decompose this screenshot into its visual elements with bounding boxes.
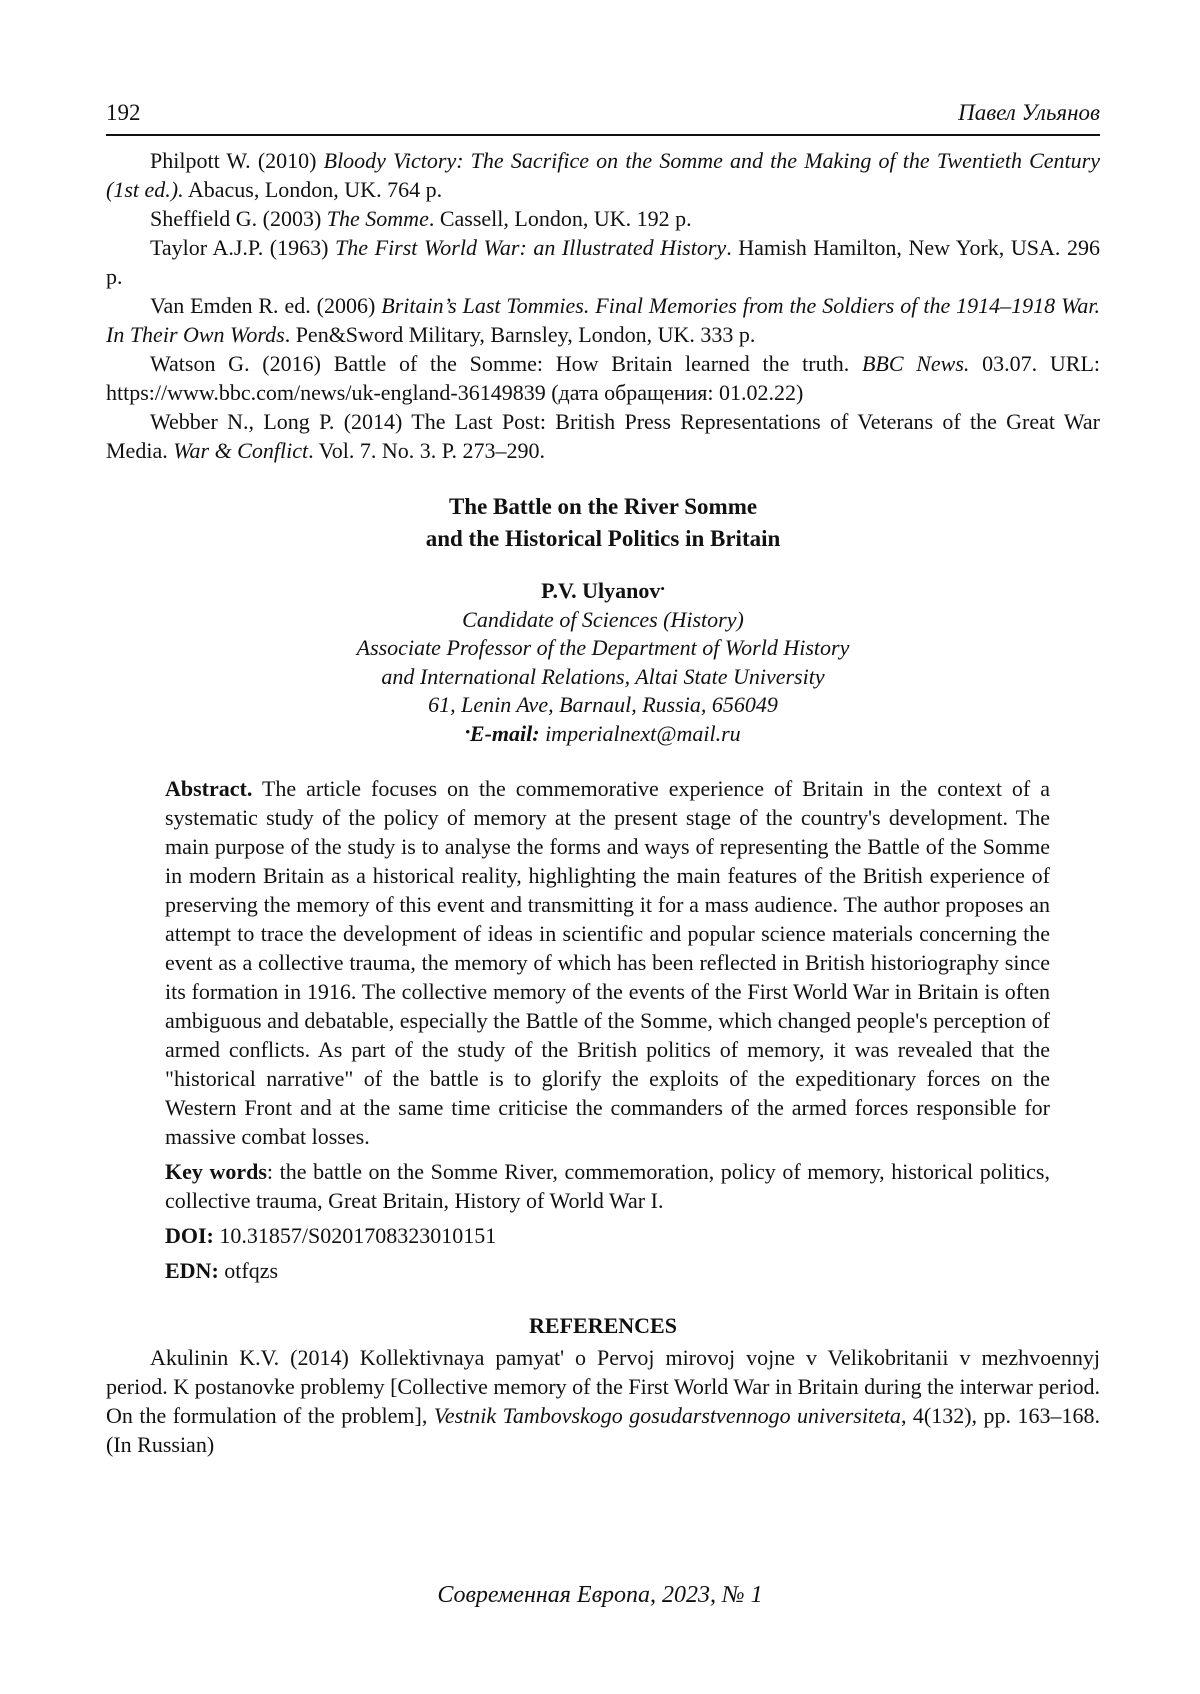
- reference-item: Van Emden R. ed. (2006) Britain’s Last Tommies. Final Memories from the Soldiers of the 1914–1918 War. In Their Own Words. Pen&Sword Military, Barnsley, London, UK. 333 p.: [106, 293, 1100, 347]
- reference-item: Taylor A.J.P. (1963) The First World War: an Illustrated History. Hamish Hamilton, New York, USA. 296 p.: [106, 235, 1100, 289]
- author-block: [106, 577, 1100, 748]
- reference-item: Philpott W. (2010) Bloody Victory: The Sacrifice on the Somme and the Making of the Twentieth Century (1st ed.). Abacus, London, UK. 764 p.: [106, 148, 1100, 202]
- page: [106, 100, 1100, 1459]
- author-position-2: and International Relations, Altai State University: [381, 663, 825, 689]
- author-address: 61, Lenin Ave, Barnaul, Russia, 656049: [428, 692, 778, 717]
- author-degree: Candidate of Sciences (History): [462, 606, 744, 632]
- running-head: [106, 100, 1100, 136]
- footnote-mark: •: [660, 581, 665, 596]
- abstract-text: Abstract. The article focuses on the commemorative experience of Britain in the context of a systematic study of the policy of memory at the present stage of the country's development. The main purpose of the study is to analyse the forms and ways of representing the Battle of the Somme in modern Britain as a historical reality, highlighting the main features of the British experience of preserving the memory of this event and transmitting it for a mass audience. The author proposes an attempt to trace the development of ideas in scientific and popular science materials concerning the event as a collective trauma, the memory of which has been reflected in British historiography since its formation in 1916. The collective memory of the events of the First World War in Britain is often ambiguous and debatable, especially the Battle of the Somme, which changed people's perception of armed conflicts. As part of the study of the British politics of memory, it was revealed that the "historical narrative" of the battle is to glorify the exploits of the expeditionary forces on the Western Front and at the same time criticise the commanders of the armed forces responsible for massive combat losses.: [165, 776, 1050, 1149]
- title-line-1: The Battle on the River Somme: [448, 494, 758, 519]
- email-link[interactable]: imperialnext@mail.ru: [545, 720, 741, 746]
- references-heading: REFERENCES: [529, 1313, 677, 1338]
- reference-item: Sheffield G. (2003) The Somme. Cassell, London, UK. 192 p.: [150, 206, 692, 231]
- journal-footer: Современная Европа, 2023, № 1: [437, 1582, 763, 1608]
- reference-item: Watson G. (2016) Battle of the Somme: How Britain learned the truth. BBC News. 03.07. URL: https://www.bbc.com/news/uk-england-36149839 (дата обращения: 01.02.22): [106, 351, 1100, 405]
- article-title: [106, 491, 1100, 555]
- keywords: Key words: the battle on the Somme River, commemoration, policy of memory, historical politics, collective trauma, Great Britain, History of World War I.: [165, 1159, 1050, 1213]
- running-author: Павел Ульянов: [958, 100, 1100, 125]
- references-top-list: [106, 146, 1100, 465]
- page-number: 192: [106, 100, 141, 125]
- reference-item: Webber N., Long P. (2014) The Last Post: British Press Representations of Veterans of the Great War Media. War & Conflict. Vol. 7. No. 3. P. 273–290.: [106, 409, 1100, 463]
- abstract: [165, 774, 1050, 1285]
- author-name: P.V. Ulyanov•: [541, 578, 665, 603]
- reference-item: Akulinin K.V. (2014) Kollektivnaya pamyat' o Pervoj mirovoj vojne v Velikobritanii v mezhvoennyj period. K postanovke problemy [Collective memory of the First World War in Britain during the interwar period. On the formulation of the problem], Vestnik Tambovskogo gosudarstvennogo universiteta, 4(132), pp. 163–168. (In Russian): [106, 1345, 1101, 1457]
- doi: DOI: 10.31857/S0201708323010151: [165, 1223, 497, 1248]
- title-line-2: and the Historical Politics in Britain: [425, 526, 781, 551]
- edn: EDN: otfqzs: [165, 1258, 279, 1283]
- author-position-1: Associate Professor of the Department of World History: [356, 635, 850, 660]
- author-email: •E-mail: imperialnext@mail.ru: [465, 720, 741, 746]
